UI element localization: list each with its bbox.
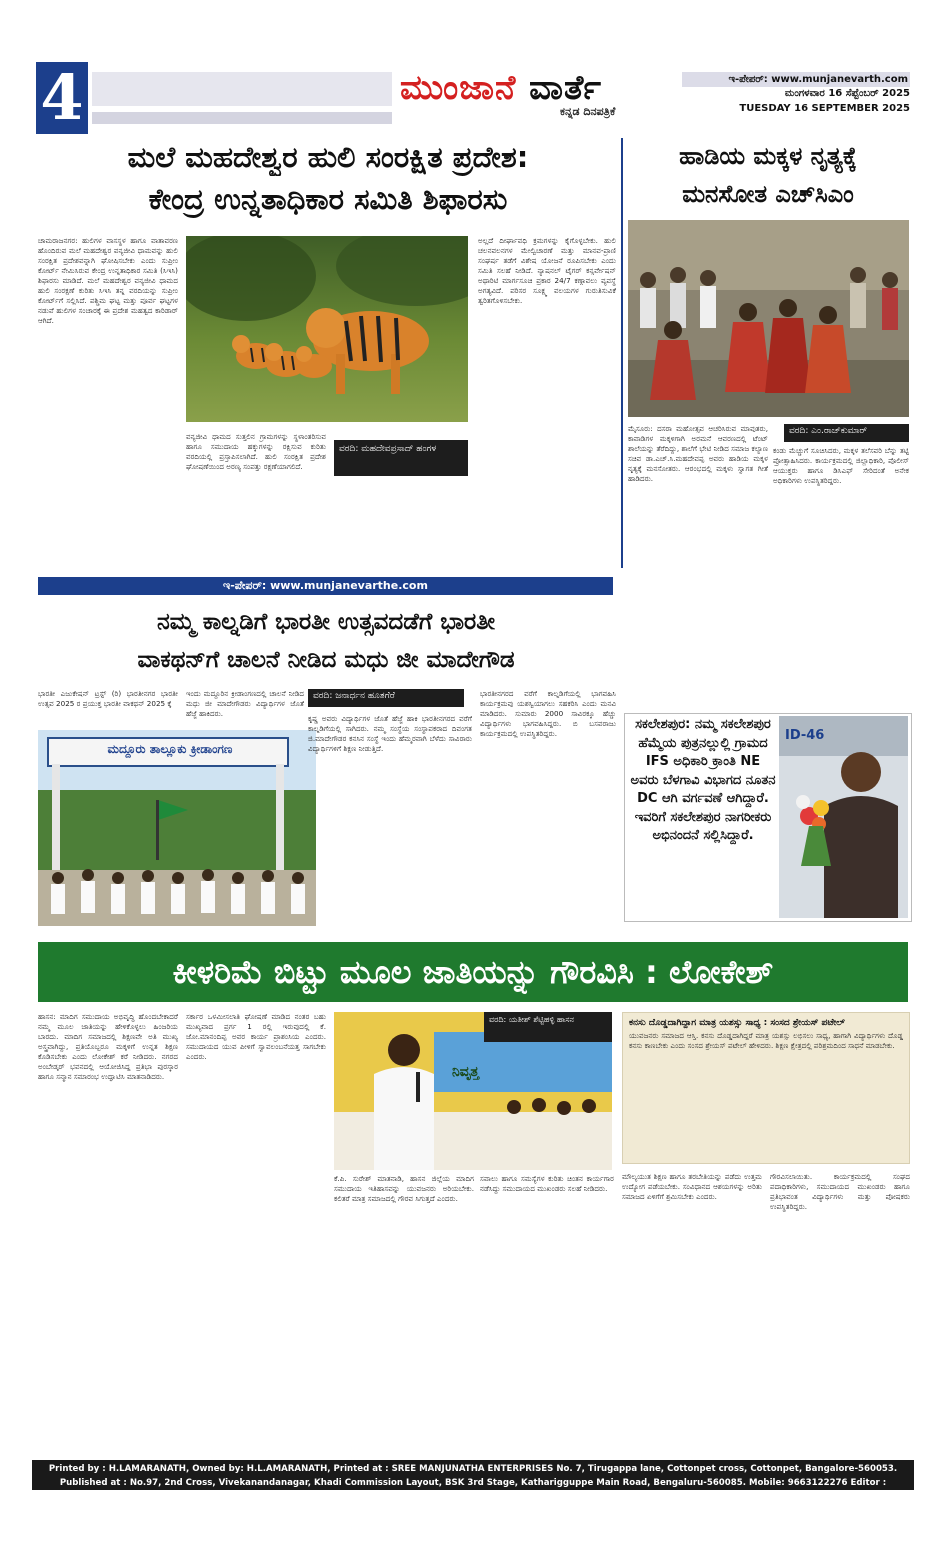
story5-body-col6: ಗೌರವಿಸಲಾಯಿತು. ಕಾರ್ಯಕ್ರಮದಲ್ಲಿ ಸಂಘದ ಪದಾಧಿಕಾರಿಗಳು, ಸಮುದಾಯದ ಮುಖಂಡರು ಹಾಗೂ ಪ್ರತಿಭಾವಂತ ವಿದ್ಯಾರ್ಥಿಗಳು ಮತ್ತು ಪೋಷಕರು ಉಪಸ್ಥಿತರಿದ್ದರು. [770,1172,910,1211]
story4-text: ಸಕಲೇಶಪುರ: ನಮ್ಮ ಸಕಲೇಶಪುರ ಹೆಮ್ಮೆಯ ಪುತ್ರನಲ್ಲುಲ್ಲಿ ಗ್ರಾಮದ IFS ಅಧಿಕಾರಿ ಕ್ರಾಂತಿ NE ಅವರು ಬೆಳಗಾವಿ ವಿಭಾಗದ ನೂತನ DC ಆಗಿ ವರ್ಗವಣೆ ಆಗಿದ್ದಾರೆ. ಇವರಿಗೆ ಸಕಲೇಶಪುರ ನಾಗರೀಕರು ಅಭಿನಂದನೆ ಸಲ್ಲಿಸಿದ್ದಾರೆ. [630,717,776,843]
walkers [51,869,305,914]
imprint-line1: Printed by : H.LAMARANATH, Owned by: H.L.AMARANATH, Printed at : SREE MANJUNATHA ENTERPRISES No. 7, Tirugappa lane, Cottonpet cross, Cottonpet, Bangalore-560053. [48,1464,898,1474]
page-number: 4 [36,62,88,134]
story3-body-col2: ಇಂದು ಮದ್ದೂರಿನ ಕ್ರೀಡಾಂಗಣದಲ್ಲಿ ಚಾಲನೆ ನೀಡಿದ ಮಧು ಜೀ ಮಾದೇಗೌಡರು ವಿದ್ಯಾರ್ಥಿಗಳ ಜೊತೆ ಹೆಜ್ಜೆ ಹಾಕಿದರು. [186,689,304,718]
story3-headline-line2[interactable]: ವಾಕಥನ್‌ಗೆ ಚಾಲನೆ ನೀಡಿದ ಮಧು ಜೀ ಮಾದೇಗೌಡ [137,647,515,673]
story3-body-col1: ಭಾರತೀ ಎಜುಕೇಷನ್ ಟ್ರಸ್ಟ್ (ರಿ) ಭಾರತೀನಗರ ಭಾರತೀ ಉತ್ಸವ 2025 ರ ಪ್ರಯುಕ್ತ ಭಾರತೀ ವಾಕಥನ್ 2025 ಕ್ಕೆ [38,689,178,708]
date-english: TUESDAY 16 SEPTEMBER 2025 [739,103,910,114]
imprint-line2: Published at : No.97, 2nd Cross, Vivekanandanagar, Khadi Commission Layout, BSK 3rd Stage, Katharigguppe Main Road, Bengaluru-560085. Mobile: 9663122276 Editor : H.L.AMARANATH [59,1478,887,1502]
logo-part1: ಮುಂಜಾನೆ [400,68,517,108]
epaper-bar[interactable]: ಇ-ಪೇಪರ್: www.munjanevarthe.com [38,577,613,595]
story3-photo-credit: ವರದಿ: ಜನಾರ್ಧನ ಹೂತಗೆರೆ [308,689,464,707]
story3-body-col3: ಕೃಷ್ಣ ಅವರು ವಿದ್ಯಾರ್ಥಿಗಳ ಜೊತೆ ಹೆಜ್ಜೆ ಹಾಕಿ ಭಾರತೀನಗರದ ವರೆಗೆ ಕಾಲ್ನಡಿಗೆಯಲ್ಲಿ ಸಾಗಿದರು. ನಮ್ಮ ಸಂಸ್ಥೆಯ ಸಂಸ್ಥಾಪಕರಾದ ದಿವಂಗತ ಜಿ.ಮಾದೇಗೌಡರ ಕನಸಿನ ಸಂಸ್ಥೆ ಇಂದು ಹೆಮ್ಮರವಾಗಿ ಬೆಳೆದು ಸಾವಿರಾರು ವಿದ್ಯಾರ್ಥಿಗಳಿಗೆ ಶಿಕ್ಷಣ ನೀಡುತ್ತಿದೆ. [308,714,472,753]
story1-headline-line2[interactable]: ಕೇಂದ್ರ ಉನ್ನತಾಧಿಕಾರ ಸಮಿತಿ ಶಿಫಾರಸು [148,182,508,216]
story2-headline-line1[interactable]: ಹಾಡಿಯ ಮಕ್ಕಳ ನೃತ್ಯಕ್ಕೆ [679,142,857,170]
column-divider [621,138,623,568]
story1-headline-line1[interactable]: ಮಲೆ ಮಹದೇಶ್ವರ ಹುಲಿ ಸಂರಕ್ಷಿತ ಪ್ರದೇಶ: [127,140,529,174]
story3-headline-line1[interactable]: ನಮ್ಮ ಕಾಲ್ನಡಿಗೆ ಭಾರತೀ ಉತ್ಸವದಡೆಗೆ ಭಾರತೀ [156,609,496,635]
logo-tagline: ಕನ್ನಡ ದಿನಪತ್ರಿಕೆ [560,105,616,118]
dance-photo [628,220,909,417]
story5-body-col4: ಸವಾಲು ಹಾಗೂ ಸಮಸ್ಯೆಗಳ ಕುರಿತು ಚಿಂತನ ಕಾರ್ಯಗಾರ ನಡೆಸಿದ್ದು ಸಮುದಾಯದ ಮುಖಂಡರು ಸಲಹೆ ನೀಡಿದರು. [480,1174,614,1193]
story2-headline-line2[interactable]: ಮನಸೋತ ಎಚ್‌ಸಿಎಂ [682,180,854,208]
imprint-footer [32,1460,914,1502]
speaker-banner: ನಿವೃತ್ತ [452,1064,480,1080]
walkathon-banner: ಮದ್ದೂರು ತಾಲ್ಲೂಕು ಕ್ರೀಡಾಂಗಣ [107,742,233,756]
story2-photo-credit: ವರದಿ: ಎಂ.ರಾಜ್‌ಕುಮಾರ್ [784,424,909,442]
story5-body-col1: ಹಾಸನ: ಮಾದಿಗ ಸಮುದಾಯ ಅಭಿವೃದ್ಧಿ ಹೊಂದಬೇಕಾದರೆ ನಮ್ಮ ಮೂಲ ಜಾತಿಯನ್ನು ಹೇಳಿಕೊಳ್ಳಲು ಹಿಂಜರಿಯ ಬಾರದು. ಮಾದಿಗ ಸಮಾಜದಲ್ಲಿ ಶಿಕ್ಷಣವೇ ಅತಿ ಮುಖ್ಯ ಅಸ್ತ್ರವಾಗಿದ್ದು, ಪ್ರತಿಯೊಬ್ಬರೂ ಮಕ್ಕಳಿಗೆ ಉನ್ನತ ಶಿಕ್ಷಣ ಕೊಡಿಸಬೇಕು ಎಂದು ಲೋಕೇಶ್ ಕರೆ ನೀಡಿದರು. ನಗರದ ಅಂಬೇಡ್ಕರ್ ಭವನದಲ್ಲಿ ಆಯೋಜಿಸಿದ್ದ ಪ್ರತಿಭಾ ಪುರಸ್ಕಾರ ಹಾಗೂ ಸನ್ಮಾನ ಸಮಾರಂಭ ಉದ್ಘಾಟಿಸಿ ಮಾತನಾಡಿದರು. [38,1012,178,1081]
mp-quote-box [622,1012,910,1164]
logo-part2: ವಾರ್ತೆ [529,68,602,108]
story5-body-col5: ಮೌಲ್ಯಯುತ ಶಿಕ್ಷಣ ಹಾಗೂ ತರಬೇತಿಯನ್ನು ಪಡೆದು ಉತ್ತಮ ಉದ್ಯೋಗ ಪಡೆಯಬೇಕು. ಸಂವಿಧಾನದ ಆಶಯಗಳನ್ನು ಅರಿತು ಸಮಾಜದ ಏಳಿಗೆಗೆ ಶ್ರಮಿಸಬೇಕು ಎಂದರು. [622,1172,762,1201]
story5-body-col3: ಕೆ.ಪಿ. ಸುರೇಶ್ ಮಾತನಾಡಿ, ಹಾಸನ ಜಿಲ್ಲೆಯ ಮಾದಿಗ ಸಮುದಾಯ ಇತಿಹಾಸವನ್ನು ಯುವಜನರು ಅರಿಯಬೇಕು. ಕಲಿತರೆ ಮಾತ್ರ ಸಮಾಜದಲ್ಲಿ ಗೌರವ ಸಿಗುತ್ತದೆ ಎಂದರು. [334,1174,474,1203]
tiger-photo [186,236,468,422]
date-kannada: ಮಂಗಳವಾರ 16 ಸೆಪ್ಟೆಂಬರ್ 2025 [784,88,910,99]
story5-headline[interactable]: ಕೀಳರಿಮೆ ಬಿಟ್ಟು ಮೂಲ ಜಾತಿಯನ್ನು ಗೌರವಿಸಿ : ಲೋಕೇಶ್ [38,942,908,1002]
story1-body-col2: ವನ್ಯಜೀವಿ ಧಾಮದ ಸುತ್ತಲಿನ ಗ್ರಾಮಗಳನ್ನು ಸ್ಥಳಾಂತರಿಸುವ ಹಾಗೂ ಸಮುದಾಯ ಹಕ್ಕುಗಳನ್ನು ರಕ್ಷಿಸುವ ಕುರಿತು ವರದಿಯಲ್ಲಿ ಪ್ರಸ್ತಾಪಿಸಲಾಗಿದೆ. ಹುಲಿ ಸಂರಕ್ಷಿತ ಪ್ರದೇಶ ಘೋಷಣೆಯಿಂದ ಅರಣ್ಯ ಸಂಪತ್ತು ರಕ್ಷಣೆಯಾಗಲಿದೆ. [186,432,326,471]
epaper-link[interactable]: ಇ-ಪೇಪರ್: www.munjanevarth.com [682,72,910,87]
officer-photo-label: ID-46 [785,728,825,743]
story1-photo-credit: ವರದಿ: ಮಹದೇವಪ್ರಸಾದ್ ಹಂಗಳ [334,440,468,476]
mp-quote-title[interactable]: ಕನಸು ದೊಡ್ಡದಾಗಿದ್ದಾಗ ಮಾತ್ರ ಯಶಸ್ಸು ಸಾಧ್ಯ : ಸಂಸದ ಶ್ರೇಯಸ್ ಪಟೇಲ್ [629,1018,845,1028]
story5-photo-credit: ವರದಿ: ಯತೀಶ್ ಶೆಟ್ಟಿಹಳ್ಳಿ ಹಾಸನ [484,1012,612,1042]
story3-body-col4: ಭಾರತೀನಗರದ ವರೆಗೆ ಕಾಲ್ನಡಿಗೆಯಲ್ಲಿ ಭಾಗವಹಿಸಿ ಕಾರ್ಯಕ್ರಮವು ಯಶಸ್ವಿಯಾಗಲು ಸಹಕರಿಸಿ ಎಂದು ಮನವಿ ಮಾಡಿದರು. ಸುಮಾರು 2000 ಸಾವಿರಕ್ಕೂ ಹೆಚ್ಚು ವಿದ್ಯಾರ್ಥಿಗಳು ಭಾಗವಹಿಸಿದ್ದರು. ಬಿ ಬಸವರಾಜು ಕಾರ್ಯಕ್ರಮದಲ್ಲಿ ಉಪಸ್ಥಿತರಿದ್ದರು. [480,689,616,738]
story1-body-col1: ಚಾಮರಾಜನಗರ: ಹುಲಿಗಳ ವಾಸಸ್ಥಳ ಹಾಗೂ ವಾತಾವರಣ ಹೊಂದಿರುವ ಮಲೆ ಮಹದೇಶ್ವರ ವನ್ಯಜೀವಿ ಧಾಮವನ್ನು ಹುಲಿ ಸಂರಕ್ಷಿತ ಪ್ರದೇಶವನ್ನಾಗಿ ಘೋಷಿಸಬೇಕು ಎಂದು ಸುಪ್ರೀಂ ಕೋರ್ಟ್ ನೇಮಿಸಿರುವ ಕೇಂದ್ರ ಉನ್ನತಾಧಿಕಾರ ಸಮಿತಿ (ಸಿಇಸಿ) ಶಿಫಾರಸು ಮಾಡಿದೆ. ಮಲೆ ಮಹದೇಶ್ವರ ವನ್ಯಜೀವಿ ಧಾಮದ ಹುಲಿ ಸಂರಕ್ಷಣೆ ಕುರಿತು ಸಿಇಸಿ ತನ್ನ ವರದಿಯನ್ನು ಸುಪ್ರೀಂ ಕೋರ್ಟ್‌ಗೆ ಸಲ್ಲಿಸಿದೆ. ಪಶ್ಚಿಮ ಘಟ್ಟ ಮತ್ತು ಪೂರ್ವ ಘಟ್ಟಗಳ ನಡುವೆ ಹುಲಿಗಳ ಸಂಚಾರಕ್ಕೆ ಈ ಪ್ರದೇಶ ಮಹತ್ವದ ಕಾರಿಡಾರ್ ಆಗಿದೆ. [38,236,178,325]
newspaper-logo[interactable] [400,68,602,108]
story2-body-col1: ಮೈಸೂರು: ದಸರಾ ಮಹೋತ್ಸವ ಆಚರಿಸಿರುವ ಮಾವುತರು, ಕಾವಾಡಿಗಳ ಮಕ್ಕಳಿಗಾಗಿ ಅರಮನೆ ಆವರಣದಲ್ಲಿ ಟೆಂಟ್ ಶಾಲೆಯನ್ನು ತೆರೆದಿದ್ದು, ಶಾಲೆಗೆ ಭೇಟಿ ನೀಡಿದ ಸಮಾಜ ಕಲ್ಯಾಣ ಸಚಿವ ಡಾ.ಎಚ್.ಸಿ.ಮಹದೇವಪ್ಪ ಅವರು ಹಾಡಿಯ ಮಕ್ಕಳ ನೃತ್ಯಕ್ಕೆ ಮನಸೋತರು. ಆರಂಭದಲ್ಲಿ ಮಕ್ಕಳು ಸ್ವಾಗತ ಗೀತೆ ಹಾಡಿದರು. [628,424,768,483]
officer-photo [779,716,908,918]
story5-body-col2: ಸರ್ಕಾರ ಒಳಮೀಸಲಾತಿ ಘೋಷಣೆ ಮಾಡಿದ ನಂತರ ಬಹು ಮುಖ್ಯವಾದ ಪ್ರರ್ಗ 1 ರಲ್ಲಿ ಇರುವುದಲ್ಲಿ ಕೆ. ಜೋ.ಮಾನಂದಿಪ್ಪ ಅವರ ಕಾರ್ಯ ಪ್ರಾಶಂಸಿಯ ಎಂದರು. ಸಮುದಾಯದ ಯುವ ಪೀಳಿಗೆ ಸ್ವಾವಲಂಬನೆಯತ್ತ ಸಾಗಬೇಕು ಎಂದರು. [186,1012,326,1061]
story1-body-col3: ಅಲ್ಲದೆ ದೀರ್ಘಾವಧಿ ಕ್ರಮಗಳನ್ನು ಕೈಗೊಳ್ಳಬೇಕು. ಹುಲಿ ಚಲನವಲನಗಳ ಮೇಲ್ವಿಚಾರಣೆ ಮತ್ತು ಮಾನವ-ಪ್ರಾಣಿ ಸಂಘರ್ಷ ತಡೆಗೆ ವಿಶೇಷ ಯೋಜನೆ ರೂಪಿಸಬೇಕು ಎಂದು ಸಮಿತಿ ಸಲಹೆ ನೀಡಿದೆ. ನ್ಯಾಷನಲ್ ಟೈಗರ್ ಕನ್ಸರ್ವೇಷನ್ ಅಥಾರಿಟಿ ಮಾರ್ಗಸೂಚಿ ಪ್ರಕಾರ 24/7 ಕಣ್ಗಾವಲು ವ್ಯವಸ್ಥೆ ಅಗತ್ಯವಿದೆ. ಪರಿಸರ ಸೂಕ್ಷ್ಮ ವಲಯಗಳ ಗುರುತಿಸುವಿಕೆ ತ್ವರಿತಗೊಳಿಸಬೇಕು. [478,236,616,305]
walkathon-photo [38,730,316,926]
story2-body-col2: ಕಂಡು ಮೆಚ್ಚುಗೆ ಸೂಚಿಸಿದರು, ಮಕ್ಕಳ ತಲೆಸವರಿ ಬೆನ್ನು ತಟ್ಟಿ ಪ್ರೋತ್ಸಾಹಿಸಿದರು. ಕಾರ್ಯಕ್ರಮದಲ್ಲಿ ಜಿಲ್ಲಾಧಿಕಾರಿ, ಪೊಲೀಸ್ ಆಯುಕ್ತರು ಹಾಗೂ ಡಿಸಿಎಫ್ ಸೇರಿದಂತೆ ಅನೇಕ ಅಧಿಕಾರಿಗಳು ಉಪಸ್ಥಿತರಿದ್ದರು. [773,446,909,485]
mp-quote-body: ಯುವಜನರು ಸಮಾಜದ ಆಸ್ತಿ. ಕನಸು ದೊಡ್ಡದಾಗಿದ್ದರೆ ಮಾತ್ರ ಯಶಸ್ಸು ಲಭಿಸಲು ಸಾಧ್ಯ, ಹಾಗಾಗಿ ವಿದ್ಯಾರ್ಥಿಗಳು ದೊಡ್ಡ ಕನಸು ಕಾಣಬೇಕು ಎಂದು ಸಂಸದ ಶ್ರೇಯಸ್ ಪಟೇಲ್ ಹೇಳಿದರು. ಶಿಕ್ಷಣ ಕ್ಷೇತ್ರದಲ್ಲಿ ಪರಿಶ್ರಮದಿಂದ ಸಾಧನೆ ಮಾಡಬೇಕು. [629,1031,903,1050]
